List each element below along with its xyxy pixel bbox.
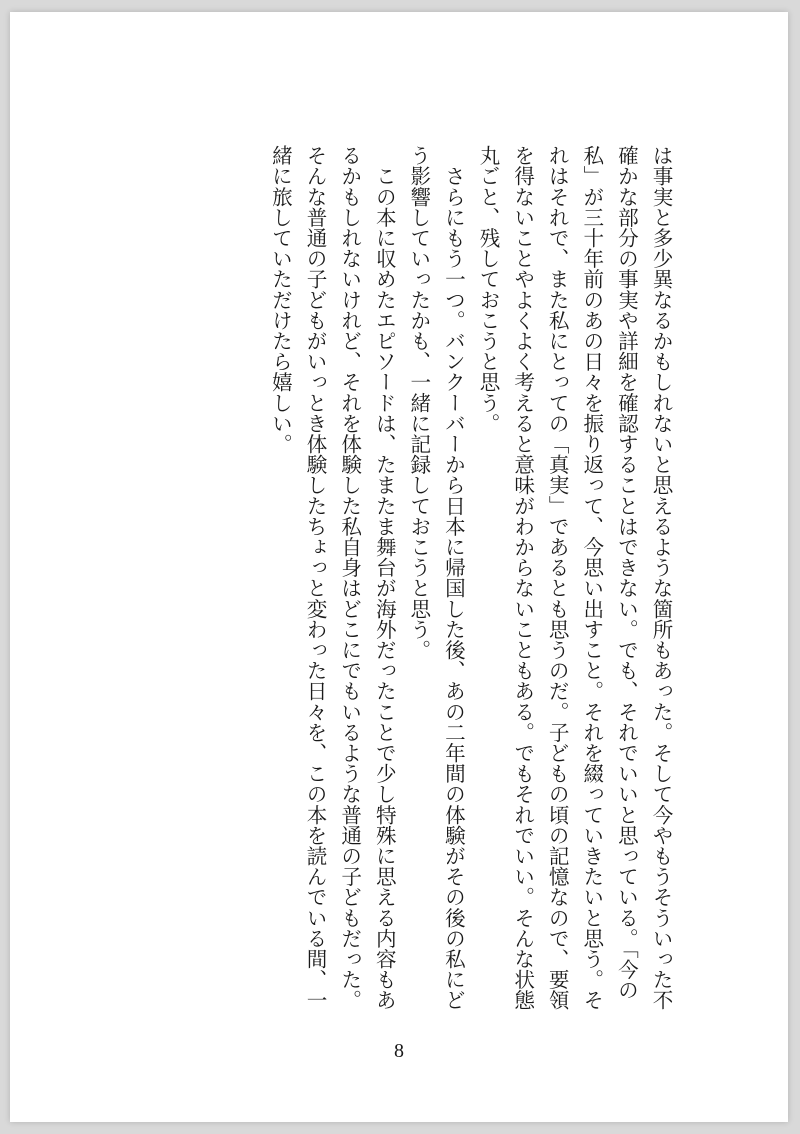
page-number: 8: [394, 1040, 404, 1062]
book-page: [10, 12, 788, 1122]
paragraph-3: この本に収めたエピソードは、たまたま舞台が海外だったことで少し特殊に思える内容もあるかもしれないけれど、それを体験した私自身はどこにでもいるような普通の子どもだった。そんな普通の子どもがいっとき体験したちょっと変わった日々を、この本を読んでいる間、一緒に旅していただけたら嬉しい。: [268, 145, 397, 1011]
vertical-text-block: [258, 145, 678, 1025]
paragraph-1: は事実と多少異なるかもしれないと思えるような箇所もあった。そして今やもうそういった不確かな部分の事実や詳細を確認することはできない。でも、それでいいと思っている。「今の私」が三十年前のあの日々を振り返って、今思い出すこと。それを綴っていきたいと思う。それはそれで、また私にとっての「真実」であるとも思うのだ。子どもの頃の記憶なので、要領を得ないことやよくよく考えると意味がわからないこともある。でもそれでいい。そんな状態丸ごと、残しておこうと思う。: [476, 145, 673, 1011]
paragraph-2: さらにもう一つ。バンクーバーから日本に帰国した後、あの二年間の体験がその後の私にどう影響していったかも、一緒に記録しておこうと思う。: [406, 145, 466, 1011]
